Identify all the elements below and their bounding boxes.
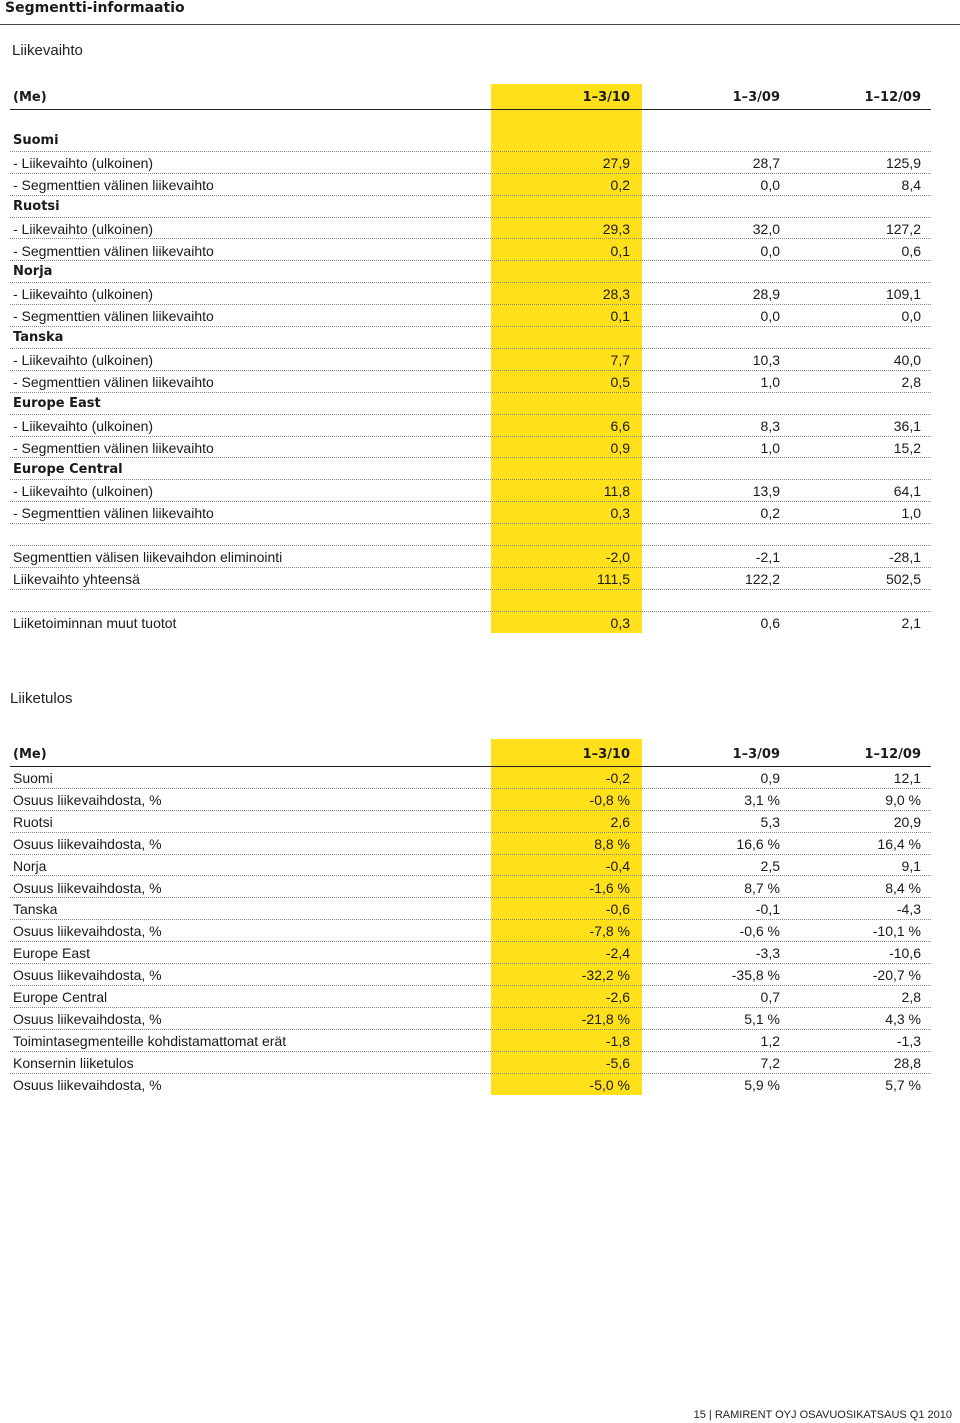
sales-row-label: - Segmenttien välinen liikevaihto [13,242,214,259]
ebit-row-value: 7,2 [760,1054,780,1071]
ebit-row-value: 5,1 % [744,1010,780,1027]
sales-row-value: -2,1 [755,549,780,566]
sales-table-row [10,195,931,218]
sales-table-row [10,392,931,415]
ebit-row-value: 2,5 [760,857,780,874]
ebit-row-value: -10,6 [889,945,921,962]
sales-row-value: 27,9 [602,154,630,171]
ebit-row-value: 5,7 % [885,1076,921,1093]
ebit-row-value: -35,8 % [731,967,780,984]
sales-row-value: 122,2 [744,571,780,587]
ebit-row-label: Osuus liikevaihdosta, % [13,923,162,940]
sales-table-row [10,479,931,502]
sales-row-label: - Liikevaihto (ulkoinen) [13,220,154,237]
ebit-table-row [10,963,931,986]
ebit-row-label: Ruotsi [13,813,53,830]
sales-row-value: 28,3 [602,286,630,303]
sales-row-value: 36,1 [893,417,921,434]
ebit-table-row [10,832,931,855]
ebit-row-value: -0,4 [605,857,630,874]
sales-table-row [10,458,931,481]
sales-row-value: 0,2 [610,176,630,193]
sales-table-row [10,545,931,568]
ebit-table-row [10,766,931,789]
sales-row-value: 0,9 [610,439,630,456]
page-header [0,0,960,25]
ebit-table-row [10,919,931,942]
ebit-row-value: -5,0 % [589,1076,630,1093]
ebit-table-row [10,876,931,899]
sales-col-header: 1–12/09 [864,90,921,105]
ebit-row-value: 20,9 [893,813,921,830]
sales-row-value: 2,1 [901,614,921,631]
sales-row-label: Ruotsi [13,198,60,214]
sales-row-label: - Liikevaihto (ulkoinen) [13,483,154,500]
sales-table-row [10,589,931,612]
ebit-row-value: 8,7 % [744,879,780,896]
ebit-row-value: -3,3 [755,945,780,962]
sales-row-value: 127,2 [885,220,921,237]
sales-row-value: 0,1 [610,242,630,259]
ebit-row-value: 0,9 [760,770,780,786]
ebit-row-value: 5,9 % [744,1076,780,1093]
sales-row-value: -28,1 [889,549,921,566]
sales-row-label: - Segmenttien välinen liikevaihto [13,176,214,193]
sales-row-label: - Segmenttien välinen liikevaihto [13,439,214,456]
sales-col-header: 1–3/10 [582,90,630,105]
page-title: Segmentti-informaatio [5,0,185,16]
sales-table-row [10,326,931,349]
sales-row-value: 1,0 [760,439,780,456]
ebit-row-label: Konsernin liiketulos [13,1054,134,1071]
sales-row-label: Liiketoiminnan muut tuotot [13,614,177,631]
ebit-row-value: -0,6 [605,901,630,918]
sales-row-value: 8,4 [901,176,921,193]
ebit-table-row [10,1007,931,1030]
sales-row-value: 0,2 [760,505,780,522]
ebit-row-label: Norja [13,857,47,874]
sales-row-value: 13,9 [752,483,780,500]
sales-row-value: 29,3 [602,220,630,237]
sales-table [10,84,931,633]
sales-header-row [10,84,931,110]
sales-row-label: - Segmenttien välinen liikevaihto [13,505,214,522]
sales-row-value: 15,2 [893,439,921,456]
sales-row-value: 40,0 [893,352,921,368]
sales-row-value: 28,9 [752,286,780,303]
sales-row-value: 0,1 [610,308,630,325]
sales-row-label: - Segmenttien välinen liikevaihto [13,308,214,325]
sales-table-row [10,260,931,283]
ebit-row-value: -1,6 % [589,879,630,896]
ebit-table-row [10,788,931,811]
sales-table-row [10,217,931,240]
ebit-row-value: 1,2 [760,1032,780,1049]
ebit-row-value: -1,8 [605,1032,630,1049]
sales-row-value: 125,9 [885,154,921,171]
ebit-col-header: (Me) [13,747,47,762]
ebit-row-label: Osuus liikevaihdosta, % [13,1010,162,1027]
sales-col-header: (Me) [13,90,47,105]
sales-table-row [10,129,931,152]
ebit-row-value: 9,0 % [885,791,921,808]
ebit-section-title: Liiketulos [10,690,73,707]
ebit-row-label: Osuus liikevaihdosta, % [13,835,162,852]
ebit-row-value: -10,1 % [872,923,921,940]
sales-table-row [10,523,931,546]
sales-table-row [10,567,931,590]
sales-row-label: Suomi [13,133,59,148]
ebit-row-value: -2,4 [605,945,630,962]
ebit-row-value: 9,1 [901,857,921,874]
sales-table-row [10,611,931,633]
ebit-row-value: 3,1 % [744,791,780,808]
sales-row-label: - Liikevaihto (ulkoinen) [13,286,154,303]
ebit-row-value: 8,4 % [885,879,921,896]
ebit-table-row [10,941,931,964]
sales-table-row [10,304,931,327]
sales-row-label: Europe Central [13,461,123,477]
ebit-row-label: Toimintasegmenteille kohdistamattomat erät [13,1032,287,1049]
ebit-row-value: -32,2 % [581,967,630,984]
sales-row-value: 32,0 [752,220,780,237]
ebit-table-row [10,1051,931,1074]
sales-row-value: 109,1 [885,286,921,303]
sales-col-header: 1–3/09 [732,90,780,105]
sales-row-value: 1,0 [901,505,921,522]
ebit-row-value: 4,3 % [885,1010,921,1027]
ebit-row-value: -0,2 [605,770,630,786]
ebit-col-header: 1–3/09 [732,747,780,762]
sales-row-value: 0,0 [760,176,780,193]
ebit-row-value: -0,1 [755,901,780,918]
sales-table-row [10,436,931,459]
sales-row-value: 6,6 [610,417,630,434]
ebit-row-value: -0,8 % [589,791,630,808]
sales-table-row [10,370,931,393]
ebit-table-row [10,810,931,833]
sales-row-value: 11,8 [603,483,630,500]
sales-row-value: -2,0 [605,549,630,566]
ebit-table-row [10,854,931,877]
ebit-row-label: Tanska [13,901,58,918]
sales-row-label: - Liikevaihto (ulkoinen) [13,154,154,171]
ebit-table-row [10,985,931,1008]
ebit-row-value: -7,8 % [589,923,630,940]
sales-table-row [10,282,931,305]
ebit-table [10,739,931,1095]
ebit-row-value: 2,6 [610,813,630,830]
ebit-row-value: 16,6 % [736,835,780,852]
ebit-table-row [10,1029,931,1052]
ebit-row-value: 12,1 [893,770,921,786]
sales-row-label: Liikevaihto yhteensä [13,571,140,587]
ebit-row-value: -4,3 [896,901,921,918]
sales-table-row [10,173,931,196]
sales-row-label: Norja [13,264,53,280]
ebit-row-value: 5,3 [760,813,780,830]
sales-section-title: Liikevaihto [12,42,83,59]
page-footer: 15 | RAMIRENT OYJ OSAVUOSIKATSAUS Q1 2010 [693,1409,952,1421]
sales-row-label: Europe East [13,395,101,411]
sales-row-value: 0,3 [610,614,630,631]
sales-row-value: 0,6 [760,614,780,631]
ebit-row-value: -20,7 % [872,967,921,984]
ebit-table-row [10,1073,931,1095]
ebit-row-value: 2,8 [901,989,921,1005]
sales-row-value: 0,5 [610,373,630,390]
ebit-row-label: Osuus liikevaihdosta, % [13,967,162,984]
ebit-row-label: Osuus liikevaihdosta, % [13,791,162,808]
sales-row-label: - Liikevaihto (ulkoinen) [13,352,154,368]
ebit-row-label: Osuus liikevaihdosta, % [13,1076,162,1093]
sales-row-value: 7,7 [610,352,630,368]
sales-row-value: 8,3 [760,417,780,434]
ebit-header-row [10,739,931,767]
ebit-row-value: -21,8 % [581,1010,630,1027]
sales-row-value: 64,1 [893,483,921,500]
ebit-row-label: Suomi [13,770,53,786]
ebit-table-row [10,897,931,920]
ebit-row-label: Osuus liikevaihdosta, % [13,879,162,896]
sales-row-value: 0,3 [610,505,630,522]
ebit-col-header: 1–3/10 [582,747,630,762]
sales-row-value: 0,0 [760,308,780,325]
sales-table-row [10,414,931,437]
ebit-row-value: -2,6 [605,989,630,1005]
sales-row-label: - Liikevaihto (ulkoinen) [13,417,154,434]
sales-table-row [10,348,931,371]
sales-row-value: 1,0 [760,373,780,390]
ebit-row-label: Europe East [13,945,91,962]
ebit-col-header: 1–12/09 [864,747,921,762]
ebit-row-value: 28,8 [893,1054,921,1071]
sales-row-label: Segmenttien välisen liikevaihdon eliminointi [13,549,283,566]
sales-table-row [10,501,931,524]
ebit-row-value: 8,8 % [594,835,630,852]
ebit-row-value: -5,6 [605,1054,630,1071]
sales-row-label: Tanska [13,330,64,346]
ebit-row-value: 16,4 % [877,835,921,852]
sales-row-value: 111,5 [597,571,630,587]
sales-row-value: 0,0 [901,308,921,325]
sales-table-row [10,151,931,174]
sales-row-label: - Segmenttien välinen liikevaihto [13,373,214,390]
sales-row-value: 0,0 [760,242,780,259]
sales-row-value: 28,7 [752,154,780,171]
ebit-row-value: -0,6 % [739,923,780,940]
sales-row-value: 2,8 [901,373,921,390]
sales-row-value: 10,3 [752,352,780,368]
sales-table-row [10,239,931,262]
ebit-row-value: -1,3 [896,1032,921,1049]
sales-row-value: 502,5 [885,571,921,587]
sales-row-value: 0,6 [901,242,921,259]
ebit-row-label: Europe Central [13,989,108,1005]
ebit-row-value: 0,7 [760,989,780,1005]
